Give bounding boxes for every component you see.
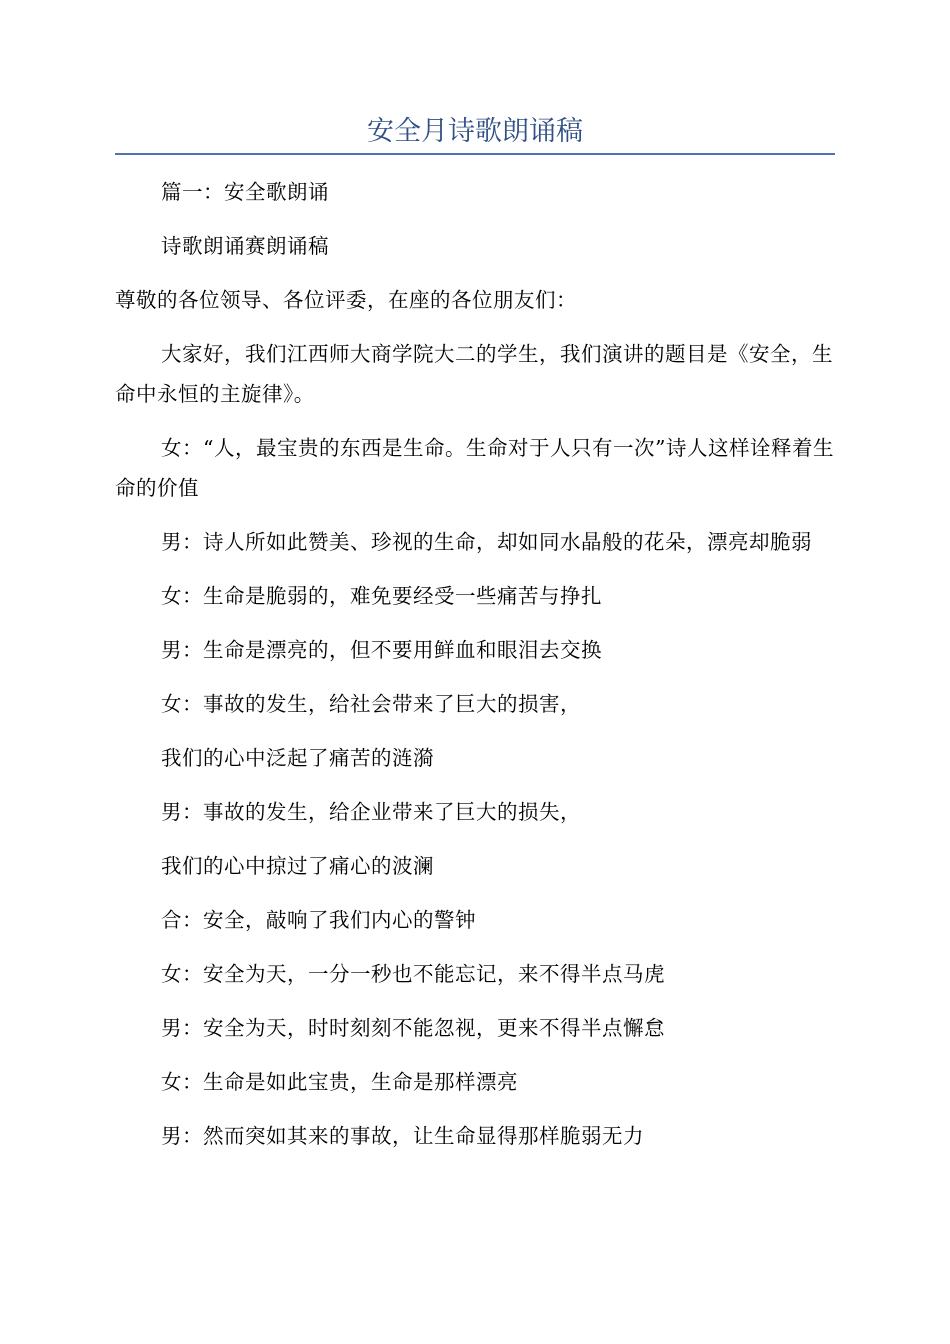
paragraph: 男：诗人所如此赞美、珍视的生命，却如同水晶般的花朵，漂亮却脆弱 — [161, 530, 812, 554]
paragraph: 女：生命是脆弱的，难免要经受一些痛苦与挣扎 — [161, 584, 602, 608]
document-body — [115, 172, 835, 1170]
paragraph: 我们的心中掠过了痛心的波澜 — [161, 854, 434, 878]
paragraph: 篇一：安全歌朗诵 — [161, 180, 329, 204]
paragraph: 女：事故的发生，给社会带来了巨大的损害， — [161, 692, 581, 716]
paragraph: 我们的心中泛起了痛苦的涟漪 — [161, 746, 434, 770]
paragraph: 女：“人，最宝贵的东西是生命。生命对于人只有一次”诗人这样诠释着生命的价值 — [115, 436, 834, 500]
document-title: 安全月诗歌朗诵稿 — [367, 116, 583, 147]
paragraph: 大家好，我们江西师大商学院大二的学生，我们演讲的题目是《安全，生命中永恒的主旋律》。 — [115, 342, 833, 406]
paragraph: 男：然而突如其来的事故，让生命显得那样脆弱无力 — [161, 1124, 644, 1148]
paragraph: 诗歌朗诵赛朗诵稿 — [161, 234, 329, 258]
paragraph: 尊敬的各位领导、各位评委，在座的各位朋友们： — [115, 288, 577, 312]
title-underline — [115, 153, 835, 155]
paragraph: 女：生命是如此宝贵，生命是那样漂亮 — [161, 1070, 518, 1094]
paragraph: 男：事故的发生，给企业带来了巨大的损失， — [161, 800, 581, 824]
paragraph: 男：生命是漂亮的，但不要用鲜血和眼泪去交换 — [161, 638, 602, 662]
paragraph: 合：安全，敲响了我们内心的警钟 — [161, 908, 476, 932]
paragraph: 女：安全为天，一分一秒也不能忘记，来不得半点马虎 — [161, 962, 665, 986]
paragraph: 男：安全为天，时时刻刻不能忽视，更来不得半点懈怠 — [161, 1016, 665, 1040]
